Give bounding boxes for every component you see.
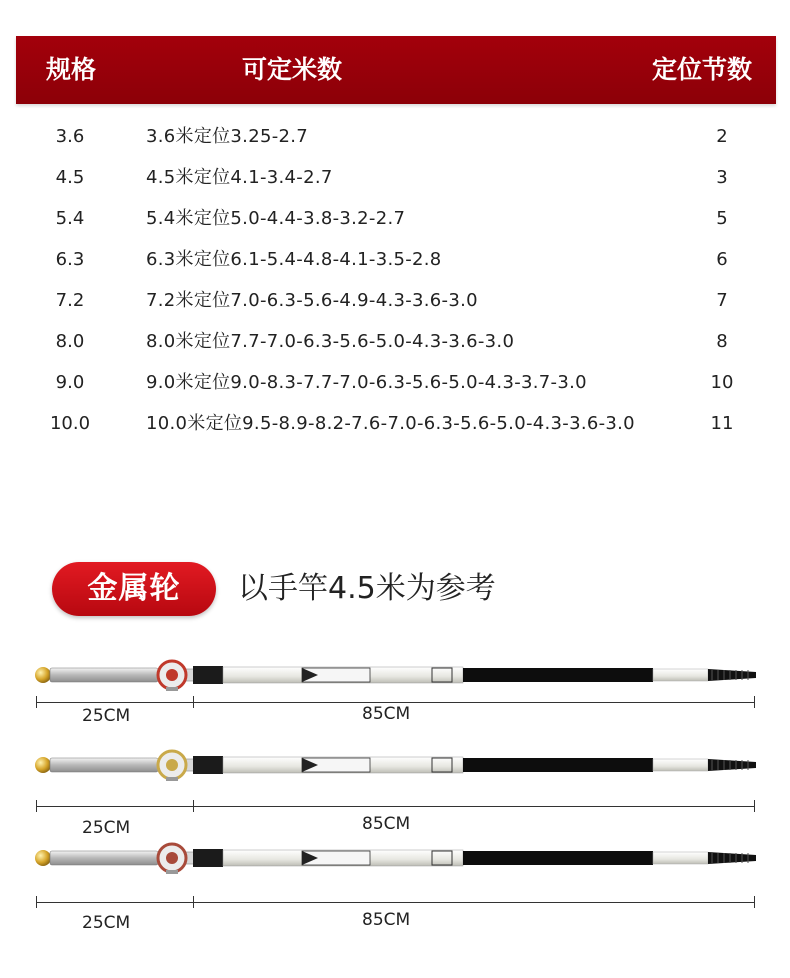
header-lengths: 可定米数 bbox=[242, 55, 343, 84]
dimension-tick bbox=[754, 696, 755, 708]
rod-illustration bbox=[0, 828, 790, 888]
rod-collar bbox=[193, 849, 223, 867]
reference-note: 以手竿4.5米为参考 bbox=[238, 571, 496, 606]
table-row bbox=[0, 403, 790, 444]
row-sections: 10 bbox=[710, 372, 734, 393]
dimension-tick bbox=[36, 800, 37, 812]
row-spec: 8.0 bbox=[55, 331, 85, 352]
handle-length-label: 25CM bbox=[82, 818, 131, 838]
row-spec: 9.0 bbox=[55, 372, 85, 393]
end-knob-icon bbox=[35, 757, 51, 773]
table-row bbox=[0, 157, 790, 198]
dimension-line bbox=[36, 702, 754, 703]
table-row bbox=[0, 116, 790, 157]
dimension-line bbox=[36, 806, 754, 807]
row-sections: 3 bbox=[716, 167, 728, 188]
table-row bbox=[0, 239, 790, 280]
dimension-tick bbox=[36, 896, 37, 908]
rod-upper-section bbox=[653, 852, 708, 864]
row-spec: 4.5 bbox=[55, 167, 85, 188]
header-sections: 定位节数 bbox=[651, 55, 752, 84]
rod-tip bbox=[708, 852, 756, 864]
rod-upper-section bbox=[653, 669, 708, 681]
row-sections: 2 bbox=[716, 126, 728, 147]
row-sections: 8 bbox=[716, 331, 728, 352]
row-sections: 6 bbox=[716, 249, 728, 270]
row-lengths: 10.0米定位9.5-8.9-8.2-7.6-7.0-6.3-5.6-5.0-4.3-3.6-3.0 bbox=[146, 413, 635, 434]
rod-upper-section bbox=[653, 759, 708, 771]
rod-middle-section bbox=[463, 851, 653, 865]
table-row bbox=[0, 362, 790, 403]
dimension-tick bbox=[193, 896, 194, 908]
row-lengths: 3.6米定位3.25-2.7 bbox=[146, 126, 309, 147]
reel-hub-icon bbox=[166, 669, 178, 681]
row-lengths: 6.3米定位6.1-5.4-4.8-4.1-3.5-2.8 bbox=[146, 249, 442, 270]
rod-collar bbox=[193, 666, 223, 684]
reel-foot bbox=[166, 687, 178, 691]
reel-hub-icon bbox=[166, 852, 178, 864]
rod-tip bbox=[708, 759, 756, 771]
dimension-tick bbox=[193, 800, 194, 812]
rod-collar bbox=[193, 756, 223, 774]
dimension-tick bbox=[754, 800, 755, 812]
header-spec: 规格 bbox=[46, 55, 97, 84]
rod-length-label: 85CM bbox=[362, 814, 411, 834]
row-sections: 11 bbox=[710, 413, 734, 434]
row-lengths: 9.0米定位9.0-8.3-7.7-7.0-6.3-5.6-5.0-4.3-3.7-3.0 bbox=[146, 372, 587, 393]
reel-foot bbox=[166, 870, 178, 874]
rod-dimension bbox=[0, 696, 790, 736]
rod-length-label: 85CM bbox=[362, 704, 411, 724]
table-row bbox=[0, 280, 790, 321]
spec-table-header bbox=[16, 36, 776, 104]
rod-middle-section bbox=[463, 668, 653, 682]
rod-length-label: 85CM bbox=[362, 910, 411, 930]
row-spec: 6.3 bbox=[55, 249, 85, 270]
row-lengths: 7.2米定位7.0-6.3-5.6-4.9-4.3-3.6-3.0 bbox=[146, 290, 478, 311]
row-spec: 5.4 bbox=[55, 208, 85, 229]
row-lengths: 5.4米定位5.0-4.4-3.8-3.2-2.7 bbox=[146, 208, 406, 229]
rod-middle-section bbox=[463, 758, 653, 772]
dimension-line bbox=[36, 902, 754, 903]
rod-illustration bbox=[0, 735, 790, 795]
row-lengths: 8.0米定位7.7-7.0-6.3-5.6-5.0-4.3-3.6-3.0 bbox=[146, 331, 515, 352]
end-knob-icon bbox=[35, 850, 51, 866]
handle-length-label: 25CM bbox=[82, 913, 131, 933]
table-row bbox=[0, 321, 790, 362]
reel-hub-icon bbox=[166, 759, 178, 771]
reel-foot bbox=[166, 777, 178, 781]
end-knob-icon bbox=[35, 667, 51, 683]
row-sections: 7 bbox=[716, 290, 728, 311]
handle-length-label: 25CM bbox=[82, 706, 131, 726]
rod-tip bbox=[708, 669, 756, 681]
handle-grip bbox=[50, 668, 158, 682]
metal-reel-badge: 金属轮 bbox=[52, 562, 216, 616]
rod-dimension bbox=[0, 896, 790, 936]
row-spec: 3.6 bbox=[55, 126, 85, 147]
row-spec: 10.0 bbox=[49, 413, 91, 434]
row-lengths: 4.5米定位4.1-3.4-2.7 bbox=[146, 167, 333, 188]
handle-grip bbox=[50, 851, 158, 865]
row-sections: 5 bbox=[716, 208, 728, 229]
table-row bbox=[0, 198, 790, 239]
dimension-tick bbox=[754, 896, 755, 908]
row-spec: 7.2 bbox=[55, 290, 85, 311]
dimension-tick bbox=[36, 696, 37, 708]
handle-grip bbox=[50, 758, 158, 772]
dimension-tick bbox=[193, 696, 194, 708]
